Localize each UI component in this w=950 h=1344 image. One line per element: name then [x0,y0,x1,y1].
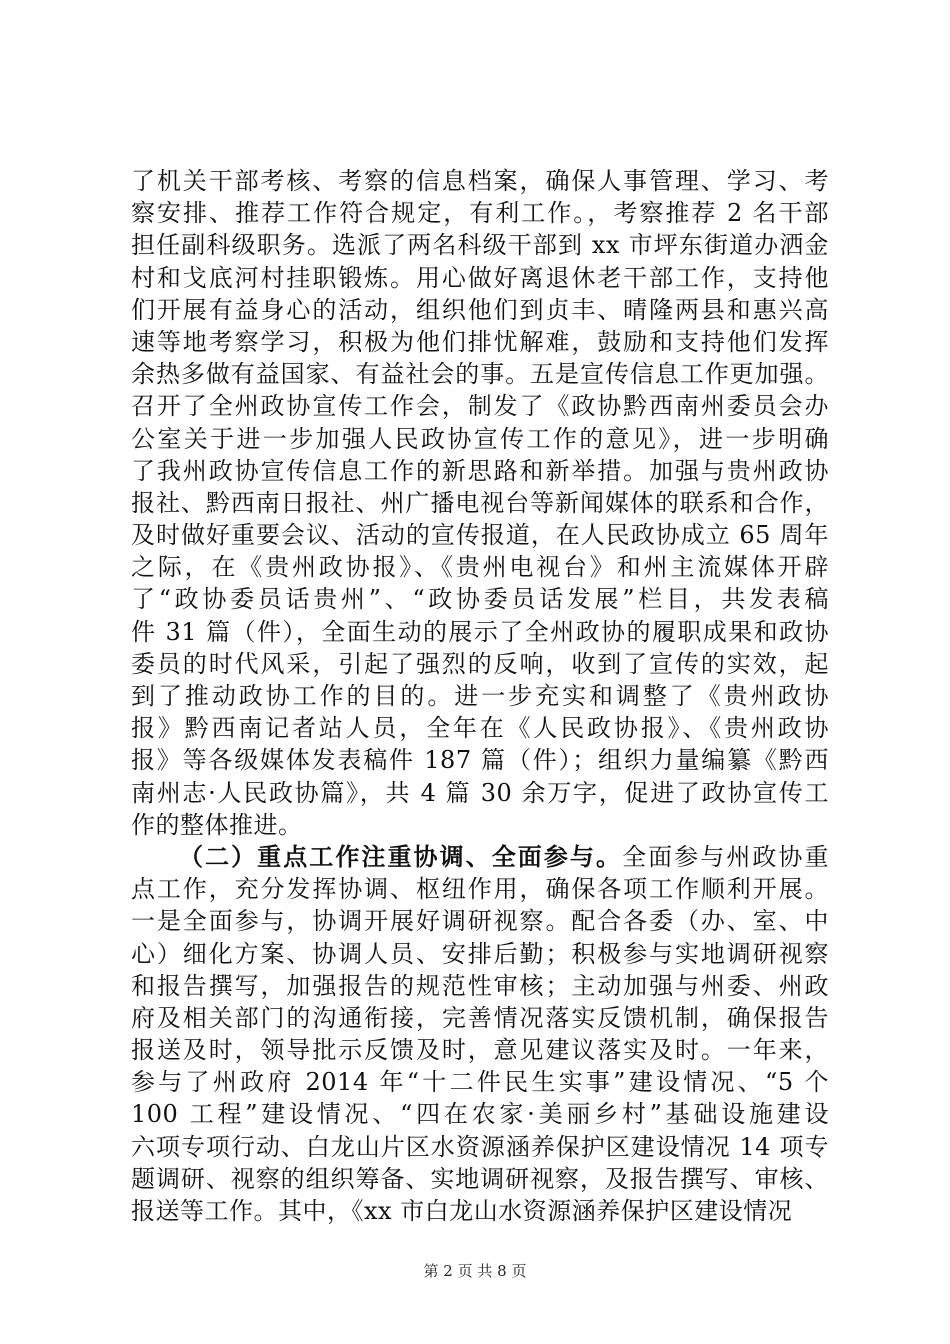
paragraph-line: 们开展有益身心的活动，组织他们到贞丰、晴隆两县和惠兴高 [131,295,829,324]
paragraph-line: 件 31 篇（件），全面生动的展示了全州政协的履职成果和政协 [131,617,829,646]
paragraph-line: 100 工程”建设情况、“四在农家·美丽乡村”基础设施建设 [131,1100,829,1129]
paragraph-line: 了我州政协宣传信息工作的新思路和新举措。加强与贵州政协 [131,456,829,485]
paragraph-line: 心）细化方案、协调人员、安排后勤；积极参与实地调研视察 [131,939,829,968]
paragraph-line: 报社、黔西南日报社、州广播电视台等新闻媒体的联系和合作， [131,488,829,517]
section-heading: （二）重点工作注重协调、全面参与。 [179,842,623,871]
paragraph-line: 报》等各级媒体发表稿件 187 篇（件）；组织力量编纂《黔西 [131,746,829,775]
paragraph-line: 点工作，充分发挥协调、枢纽作用，确保各项工作顺利开展。 [131,875,829,904]
paragraph-line: 和报告撰写，加强报告的规范性审核；主动加强与州委、州政 [131,971,829,1000]
paragraph-line: 报》黔西南记者站人员，全年在《人民政协报》、《贵州政协 [131,714,829,743]
paragraph-line: 六项专项行动、白龙山片区水资源涵养保护区建设情况 14 项专 [131,1132,829,1161]
paragraph-line: 察安排、推荐工作符合规定，有利工作。，考察推荐 2 名干部 [131,199,829,228]
paragraph-line: 速等地考察学习，积极为他们排忧解难，鼓励和支持他们发挥 [131,327,829,356]
paragraph-line: 南州志·人民政协篇》，共 4 篇 30 余万字，促进了政协宣传工 [131,778,829,807]
paragraph-line: 担任副科级职务。选派了两名科级干部到 xx 市坪东街道办洒金 [131,231,829,260]
paragraph-line: 作的整体推进。 [131,810,303,839]
paragraph-line: 到了推动政协工作的目的。进一步充实和调整了《贵州政协 [131,682,829,710]
paragraph-line: 公室关于进一步加强人民政协宣传工作的意见》，进一步明确 [131,424,829,453]
paragraph-line: 报送等工作。其中，《xx 市白龙山水资源涵养保护区建设情况 [131,1197,793,1225]
paragraph-line: 余热多做有益国家、有益社会的事。五是宣传信息工作更加强。 [131,360,829,389]
paragraph-line: 之际，在《贵州政协报》、《贵州电视台》和州主流媒体开辟 [131,553,829,582]
page-number-footer: 第 2 页 共 8 页 [423,1262,527,1280]
paragraph-line: 村和戈底河村挂职锻炼。用心做好离退休老干部工作，支持他 [131,263,829,292]
paragraph-line: 报送及时，领导批示反馈及时，意见建议落实及时。一年来， [131,1036,829,1065]
paragraph-line: 委员的时代风采，引起了强烈的反响，收到了宣传的实效，起 [131,649,829,678]
section-heading-line [131,841,829,873]
paragraph-line: 一是全面参与，协调开展好调研视察。配合各委（办、室、中 [131,907,829,936]
paragraph-line: 题调研、视察的组织筹备、实地调研视察，及报告撰写、审核、 [131,1164,829,1193]
body-text [131,165,829,1227]
paragraph-line: 府及相关部门的沟通衔接，完善情况落实反馈机制，确保报告 [131,1003,829,1032]
section-heading-rest: 全面参与州政协重 [622,842,829,871]
paragraph-line: 召开了全州政协宣传工作会，制发了《政协黔西南州委员会办 [131,392,829,421]
paragraph-line: 了“政协委员话贵州”、“政协委员话发展”栏目，共发表稿 [131,585,829,614]
paragraph-line: 及时做好重要会议、活动的宣传报道，在人民政协成立 65 周年 [131,521,829,550]
paragraph-line: 参与了州政府 2014 年“十二件民生实事”建设情况、“5 个 [131,1068,829,1097]
paragraph-line: 了机关干部考核、考察的信息档案，确保人事管理、学习、考 [131,167,829,195]
